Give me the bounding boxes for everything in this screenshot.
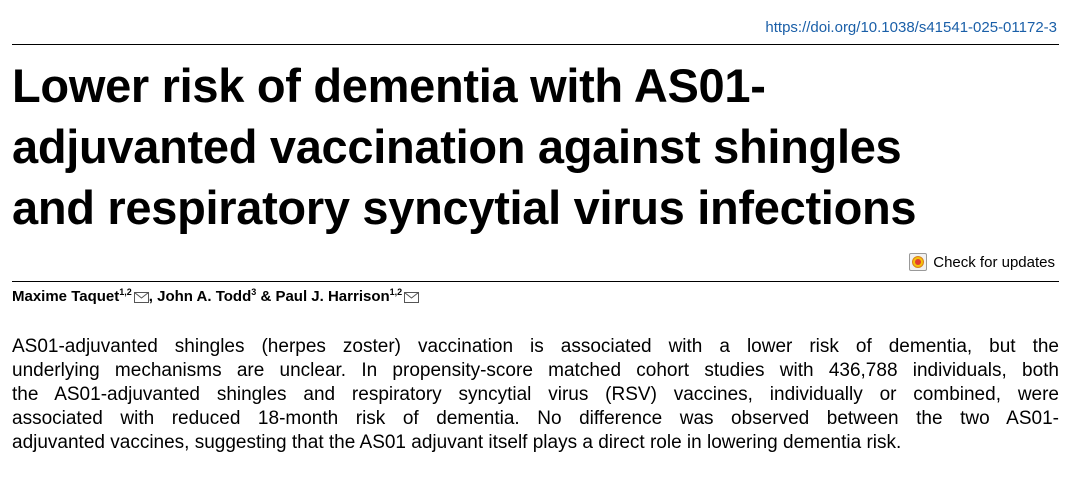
abstract: [12, 335, 1059, 455]
title-line: adjuvanted vaccination against shingles: [12, 120, 902, 173]
author-name[interactable]: John A. Todd: [157, 288, 252, 305]
author-separator: &: [256, 288, 276, 305]
doi-link[interactable]: https://doi.org/10.1038/s41541-025-01172-3: [765, 19, 1057, 36]
abstract-line: the AS01-adjuvanted shingles and respiratory syncytial virus (RSV) vaccines, individually or combined, were: [12, 384, 1059, 405]
author-name[interactable]: Paul J. Harrison: [275, 288, 390, 305]
header-rule: [12, 44, 1059, 45]
author-separator: ,: [148, 288, 158, 305]
abstract-line: AS01-adjuvanted shingles (herpes zoster) vaccination is associated with a lower risk of dementia, but the: [12, 336, 1059, 357]
crossmark-icon: [909, 253, 927, 271]
envelope-icon[interactable]: [134, 290, 149, 307]
title-line: and respiratory syncytial virus infections: [12, 181, 917, 234]
author-list: [12, 287, 419, 307]
article-title: [12, 55, 1057, 238]
abstract-line: underlying mechanisms are unclear. In propensity-score matched cohort studies with 436,788 individuals, both: [12, 360, 1059, 381]
abstract-line: associated with reduced 18-month risk of dementia. No difference was observed between the two AS01-: [12, 408, 1059, 429]
title-line: Lower risk of dementia with AS01-: [12, 59, 766, 112]
abstract-line: adjuvanted vaccines, suggesting that the AS01 adjuvant itself plays a direct role in lowering dementia risk.: [12, 432, 902, 453]
check-for-updates-button[interactable]: [909, 253, 1055, 271]
check-updates-label: Check for updates: [933, 253, 1055, 271]
author-affiliation: 3: [251, 287, 257, 297]
envelope-icon[interactable]: [404, 290, 419, 307]
authors-rule: [12, 281, 1059, 282]
author-affiliation: 1,2: [119, 287, 132, 297]
author-affiliation: 1,2: [389, 287, 403, 297]
author-name[interactable]: Maxime Taquet: [12, 288, 120, 305]
